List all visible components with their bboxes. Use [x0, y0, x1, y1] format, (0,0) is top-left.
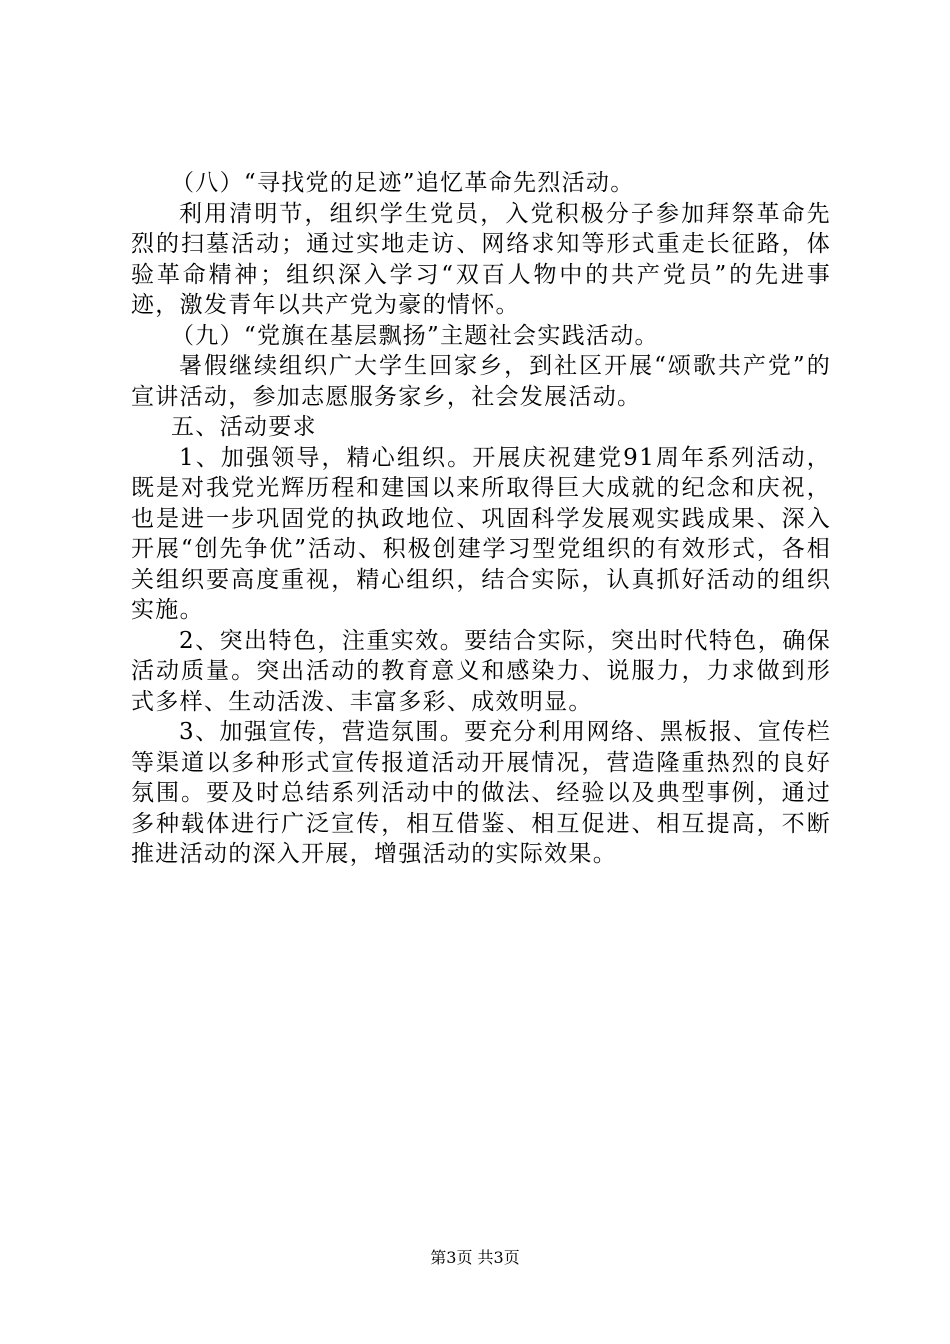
paragraph-9-body: 暑假继续组织广大学生回家乡，到社区开展“颂歌共产党”的宣讲活动，参加志愿服务家乡，社会发展活动。: [131, 353, 831, 410]
paragraph-8-body: 利用清明节，组织学生党员，入党积极分子参加拜祭革命先烈的扫墓活动；通过实地走访、网络求知等形式重走长征路，体验革命精神；组织深入学习“双百人物中的共产党员”的先进事迹，激发青年以共产党为豪的情怀。: [131, 200, 831, 318]
page-footer: 第3页 共3页: [430, 1248, 520, 1267]
section-heading-9: （九）“党旗在基层飘扬”主题社会实践活动。: [171, 322, 659, 349]
section-heading-5: 五、活动要求: [171, 414, 317, 440]
section-heading-8: （八）“寻找党的足迹”追忆革命先烈活动。: [171, 170, 635, 196]
requirement-2: 2、突出特色，注重实效。要结合实际，突出时代特色，确保活动质量。突出活动的教育意义和感染力、说服力，力求做到形式多样、生动活泼、丰富多彩、成效明显。: [131, 627, 831, 715]
document-body: [131, 168, 831, 870]
requirement-1: 1、加强领导，精心组织。开展庆祝建党91周年系列活动，既是对我党光辉历程和建国以来所取得巨大成就的纪念和庆祝，也是进一步巩固党的执政地位、巩固科学发展观实践成果、深入开展“创先争优”活动、积极创建学习型党组织的有效形式，各相关组织要高度重视，精心组织，结合实际，认真抓好活动的组织实施。: [131, 444, 831, 623]
requirement-3: 3、加强宣传，营造氛围。要充分利用网络、黑板报、宣传栏等渠道以多种形式宣传报道活动开展情况，营造隆重热烈的良好氛围。要及时总结系列活动中的做法、经验以及典型事例，通过多种载体进行广泛宣传，相互借鉴、相互促进、相互提高，不断推进活动的深入开展，增强活动的实际效果。: [131, 719, 831, 867]
